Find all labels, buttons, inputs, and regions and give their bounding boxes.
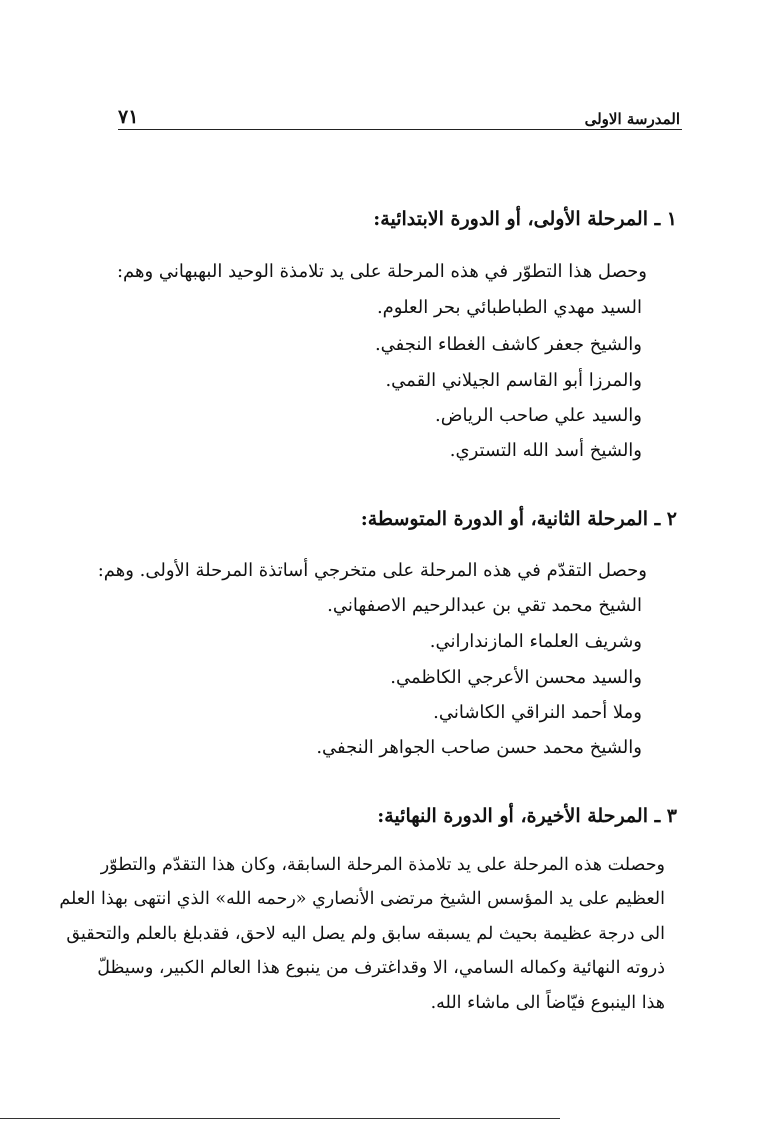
section-1-item: والسيد علي صاحب الرياض. xyxy=(435,405,642,426)
section-2-item: والشيخ محمد حسن صاحب الجواهر النجفي. xyxy=(316,737,642,758)
section-3-paragraph-line: ذروته النهائية وكماله السامي، الا وقداغترف من ينبوع هذا العالم الكبير، وسيظلّ xyxy=(97,958,665,978)
section-2-item: الشيخ محمد تقي بن عبدالرحيم الاصفهاني. xyxy=(327,595,642,616)
section-1-item: والمرزا أبو القاسم الجيلاني القمي. xyxy=(385,370,642,391)
section-1-intro: وحصل هذا التطوّر في هذه المرحلة على يد تلامذة الوحيد البهبهاني وهم: xyxy=(116,261,647,282)
section-3-paragraph-line: العظيم على يد المؤسس الشيخ مرتضى الأنصاري «رحمه الله» الذي انتهى بهذا العلم xyxy=(59,889,665,909)
section-1-item: والشيخ أسد الله التستري. xyxy=(449,440,642,461)
section-2-item: وملا أحمد النراقي الكاشاني. xyxy=(433,702,642,723)
header-rule xyxy=(118,129,682,130)
section-1-item: والشيخ جعفر كاشف الغطاء النجفي. xyxy=(374,334,642,355)
section-1-heading: ١ ـ المرحلة الأولى، أو الدورة الابتدائية: xyxy=(373,208,677,230)
section-1-item: السيد مهدي الطباطبائي بحر العلوم. xyxy=(376,297,642,318)
page-number: ٧١ xyxy=(118,106,139,128)
section-2-heading: ٢ ـ المرحلة الثانية، أو الدورة المتوسطة: xyxy=(360,508,677,530)
section-3-paragraph-line: وحصلت هذه المرحلة على يد تلامذة المرحلة السابقة، وكان هذا التقدّم والتطوّر xyxy=(100,855,665,875)
page-header xyxy=(118,104,680,132)
bottom-edge-rule xyxy=(0,1118,560,1119)
section-3-paragraph-line: هذا الينبوع فيّاضاً الى ماشاء الله. xyxy=(430,993,665,1013)
section-3-heading: ٣ ـ المرحلة الأخيرة، أو الدورة النهائية: xyxy=(377,805,677,827)
section-2-item: والسيد محسن الأعرجي الكاظمي. xyxy=(390,667,642,688)
section-2-item: وشريف العلماء المازنداراني. xyxy=(429,631,642,652)
section-3-paragraph-line: الى درجة عظيمة بحيث لم يسبقه سابق ولم يصل اليه لاحق، فقدبلغ بالعلم والتحقيق xyxy=(66,924,665,944)
running-title: المدرسة الاولى xyxy=(584,110,680,128)
section-2-intro: وحصل التقدّم في هذه المرحلة على متخرجي أساتذة المرحلة الأولى. وهم: xyxy=(97,560,647,581)
